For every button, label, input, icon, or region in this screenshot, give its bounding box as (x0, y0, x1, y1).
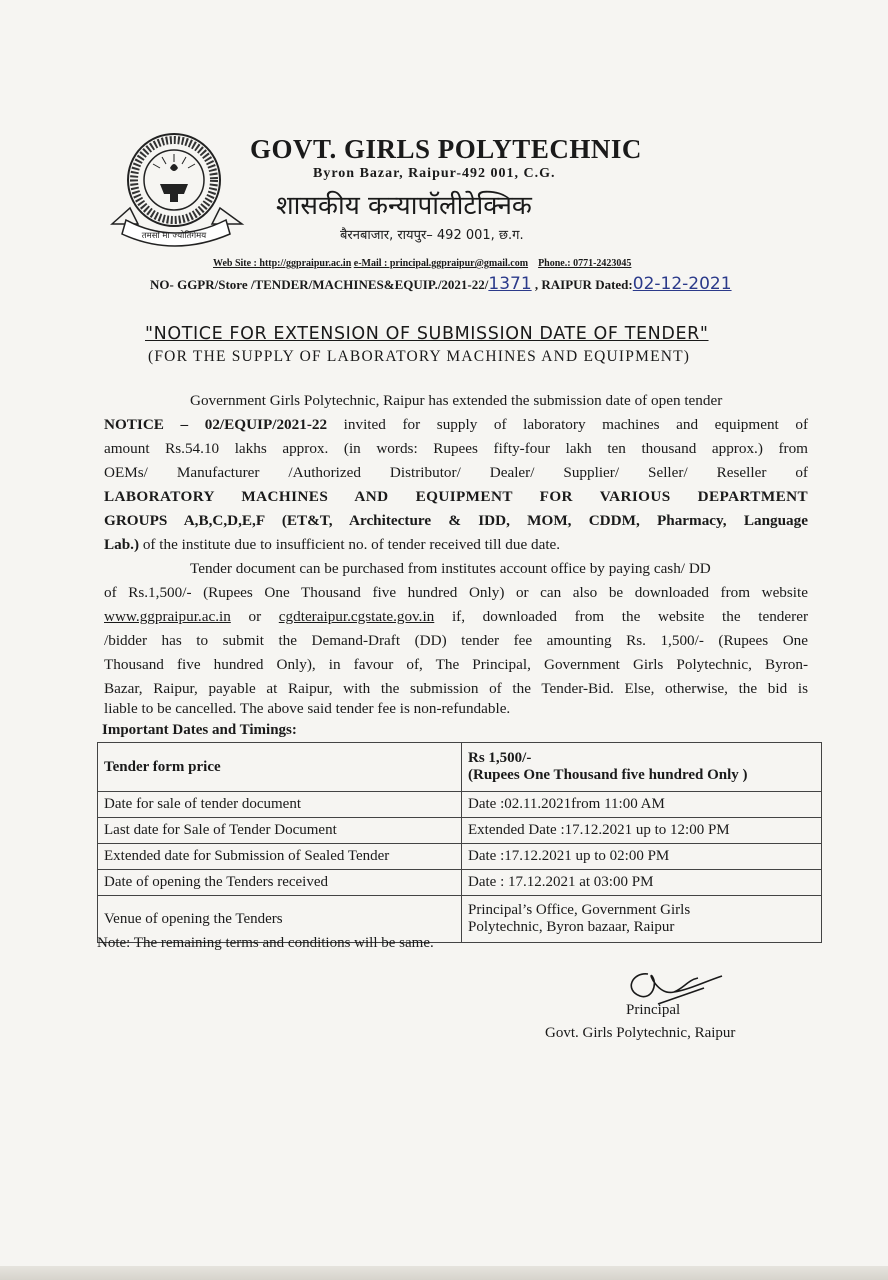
table-row (98, 792, 822, 818)
para1-line7-text: of the institute due to insufficient no. of tender received till due date. (139, 536, 561, 553)
or-text: or (230, 608, 279, 625)
website-link-ggpraipur[interactable]: www.ggpraipur.ac.in (104, 608, 231, 625)
para2-line2: of Rs.1,500/- (Rupees One Thousand five hundred Only) or can also be downloaded from website (104, 584, 808, 601)
venue-line1: Principal’s Office, Government Girls (468, 902, 691, 918)
signature-designation: Principal (626, 1002, 681, 1018)
row-label: Last date for Sale of Tender Document (98, 818, 462, 844)
para1-line2-text: invited for supply of laboratory machines and equipment of (327, 416, 809, 433)
row-value: Date :17.12.2021 up to 02:00 PM (462, 844, 822, 870)
institute-title: GOVT. GIRLS POLYTECHNIC (250, 134, 642, 164)
reference-prefix: NO- GGPR/Store /TENDER/MACHINES&EQUIP./2021-22/ (150, 277, 489, 292)
venue-line2: Polytechnic, Byron bazaar, Raipur (468, 919, 675, 935)
notice-number: NOTICE – 02/EQUIP/2021-22 (104, 416, 328, 433)
lab-label: Lab.) (104, 536, 140, 553)
para1-line3: amount Rs.54.10 lakhs approx. (in words: Rupees fifty-four lakh ten thousand approx.) from (104, 440, 808, 457)
reference-line (150, 274, 732, 294)
row-value: Date :02.11.2021from 11:00 AM (462, 792, 822, 818)
important-dates-table (97, 742, 822, 943)
notice-subtitle: (FOR THE SUPPLY OF LABORATORY MACHINES AND EQUIPMENT) (148, 348, 691, 365)
institute-seal-logo (108, 128, 246, 250)
para2-line1: Tender document can be purchased from institutes account office by paying cash/ DD (190, 560, 711, 577)
price-line2: (Rupees One Thousand five hundred Only ) (468, 767, 748, 783)
price-line1: Rs 1,500/- (468, 750, 532, 766)
para2-line3 (104, 608, 808, 626)
reference-number: 1371 (488, 274, 532, 294)
para1-line7 (104, 536, 808, 554)
row-value (462, 896, 822, 943)
scan-bottom-edge (0, 1266, 888, 1280)
para1-line4: OEMs/ Manufacturer /Authorized Distributor/ Dealer/ Supplier/ Seller/ Reseller of (104, 464, 808, 481)
row-label: Venue of opening the Tenders (98, 896, 462, 943)
institute-address-hindi: बैरनबाजार, रायपुर– 492 001, छ.ग. (340, 228, 524, 243)
row-value (462, 743, 822, 792)
para1-line6: GROUPS A,B,C,D,E,F (ET&T, Architecture & IDD, MOM, CDDM, Pharmacy, Language (104, 512, 808, 529)
para2-line6: Bazar, Raipur, payable at Raipur, with the submission of the Tender-Bid. Else, otherwise, the bid is (104, 680, 808, 697)
table-row (98, 844, 822, 870)
para1-line2 (104, 416, 808, 434)
phone-number: Phone.: 0771-2423045 (538, 258, 632, 269)
para2-line3-text: if, downloaded from the website the tenderer (434, 608, 808, 625)
reference-date: 02-12-2021 (632, 274, 732, 294)
reference-place: , RAIPUR Dated: (531, 277, 633, 292)
institute-title-hindi: शासकीय कन्यापॉलीटेक्निक (276, 191, 532, 221)
institute-address: Byron Bazar, Raipur-492 001, C.G. (313, 166, 556, 181)
row-value: Extended Date :17.12.2021 up to 12:00 PM (462, 818, 822, 844)
row-label: Tender form price (98, 743, 462, 792)
notice-title: "NOTICE FOR EXTENSION OF SUBMISSION DATE OF TENDER" (145, 324, 709, 344)
para2-line5: Thousand five hundred Only), in favour of, The Principal, Government Girls Polytechnic, Byron- (104, 656, 808, 673)
para2-line7: liable to be cancelled. The above said tender fee is non-refundable. (104, 700, 511, 717)
website-link-cgdteraipur[interactable]: cgdteraipur.cgstate.gov.in (278, 608, 435, 625)
email-link[interactable]: e-Mail : principal.ggpraipur@gmail.com (353, 258, 529, 269)
para1-line1: Government Girls Polytechnic, Raipur has extended the submission date of open tender (190, 392, 723, 409)
important-dates-heading: Important Dates and Timings: (102, 722, 297, 738)
table-row (98, 743, 822, 792)
seal-motto: तमसो मा ज्योतिर्गमय (141, 231, 207, 241)
website-link[interactable]: Web Site : http://ggpraipur.ac.in (213, 258, 352, 269)
row-value: Date : 17.12.2021 at 03:00 PM (462, 870, 822, 896)
row-label: Date for sale of tender document (98, 792, 462, 818)
terms-note: Note: The remaining terms and conditions will be same. (97, 935, 434, 951)
para1-line5: LABORATORY MACHINES AND EQUIPMENT FOR VARIOUS DEPARTMENT (104, 488, 808, 505)
para2-line4: /bidder has to submit the Demand-Draft (DD) tender fee amounting Rs. 1,500/- (Rupees One (104, 632, 808, 649)
contact-line (213, 258, 631, 269)
table-row (98, 870, 822, 896)
row-label: Extended date for Submission of Sealed Tender (98, 844, 462, 870)
signature-institution: Govt. Girls Polytechnic, Raipur (545, 1025, 736, 1041)
table-row (98, 818, 822, 844)
row-label: Date of opening the Tenders received (98, 870, 462, 896)
